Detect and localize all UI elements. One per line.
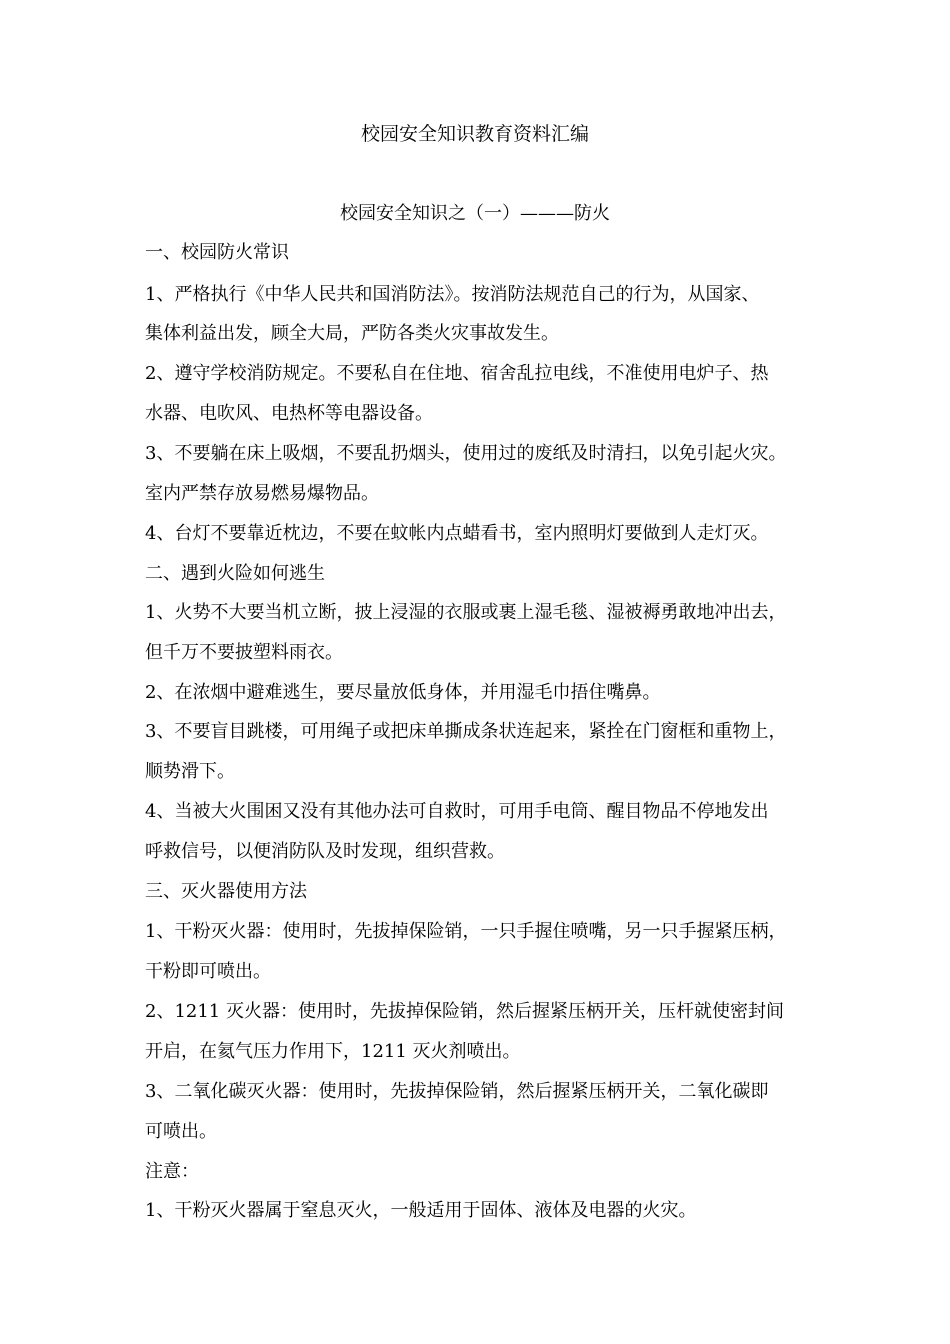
paragraph-line: 水器、电吹风、电热杯等电器设备。 (145, 403, 433, 424)
document-subtitle: 校园安全知识之（一）———防火 (340, 203, 610, 224)
paragraph-line: 干粉即可喷出。 (145, 961, 271, 982)
paragraph-line: 呼救信号，以便消防队及时发现，组织营救。 (145, 841, 505, 862)
paragraph-line: 2、1211 灭火器：使用时，先拔掉保险销，然后握紧压柄开关，压杆就使密封间 (145, 1001, 784, 1022)
paragraph-line: 1、严格执行《中华人民共和国消防法》。按消防法规范自己的行为，从国家、 (145, 284, 760, 305)
paragraph-line: 3、不要躺在床上吸烟，不要乱扔烟头，使用过的废纸及时清扫，以免引起火灾。 (145, 443, 787, 464)
paragraph-line: 开启，在氦气压力作用下，1211 灭火剂喷出。 (145, 1041, 521, 1062)
section-heading-fire-escape: 二、遇到火险如何逃生 (145, 563, 325, 584)
section-heading-fire-common-sense: 一、校园防火常识 (145, 242, 289, 263)
paragraph-line: 3、二氧化碳灭火器：使用时，先拔掉保险销，然后握紧压柄开关，二氧化碳即 (145, 1081, 769, 1102)
paragraph-line: 2、遵守学校消防规定。不要私自在住地、宿舍乱拉电线，不准使用电炉子、热 (145, 363, 769, 384)
paragraph-line: 集体利益出发，顾全大局，严防各类火灾事故发生。 (145, 323, 559, 344)
paragraph-line: 4、台灯不要靠近枕边，不要在蚊帐内点蜡看书，室内照明灯要做到人走灯灭。 (145, 523, 769, 544)
document-title: 校园安全知识教育资料汇编 (360, 123, 589, 145)
note-label: 注意： (145, 1161, 199, 1182)
section-heading-extinguisher-usage: 三、灭火器使用方法 (145, 881, 307, 902)
paragraph-line: 1、火势不大要当机立断，披上浸湿的衣服或裹上湿毛毯、湿被褥勇敢地冲出去， (145, 602, 787, 623)
paragraph-line: 可喷出。 (145, 1121, 217, 1142)
paragraph-line: 1、干粉灭火器：使用时，先拔掉保险销，一只手握住喷嘴，另一只手握紧压柄， (145, 921, 787, 942)
paragraph-line: 室内严禁存放易燃易爆物品。 (145, 483, 379, 504)
paragraph-line: 1、干粉灭火器属于窒息灭火，一般适用于固体、液体及电器的火灾。 (145, 1200, 697, 1221)
paragraph-line: 但千万不要披塑料雨衣。 (145, 642, 343, 663)
paragraph-line: 2、在浓烟中避难逃生，要尽量放低身体，并用湿毛巾捂住嘴鼻。 (145, 682, 661, 703)
paragraph-line: 3、不要盲目跳楼，可用绳子或把床单撕成条状连起来，紧拴在门窗框和重物上， (145, 721, 787, 742)
paragraph-line: 顺势滑下。 (145, 761, 235, 782)
paragraph-line: 4、当被大火围困又没有其他办法可自救时，可用手电筒、醒目物品不停地发出 (145, 801, 769, 822)
